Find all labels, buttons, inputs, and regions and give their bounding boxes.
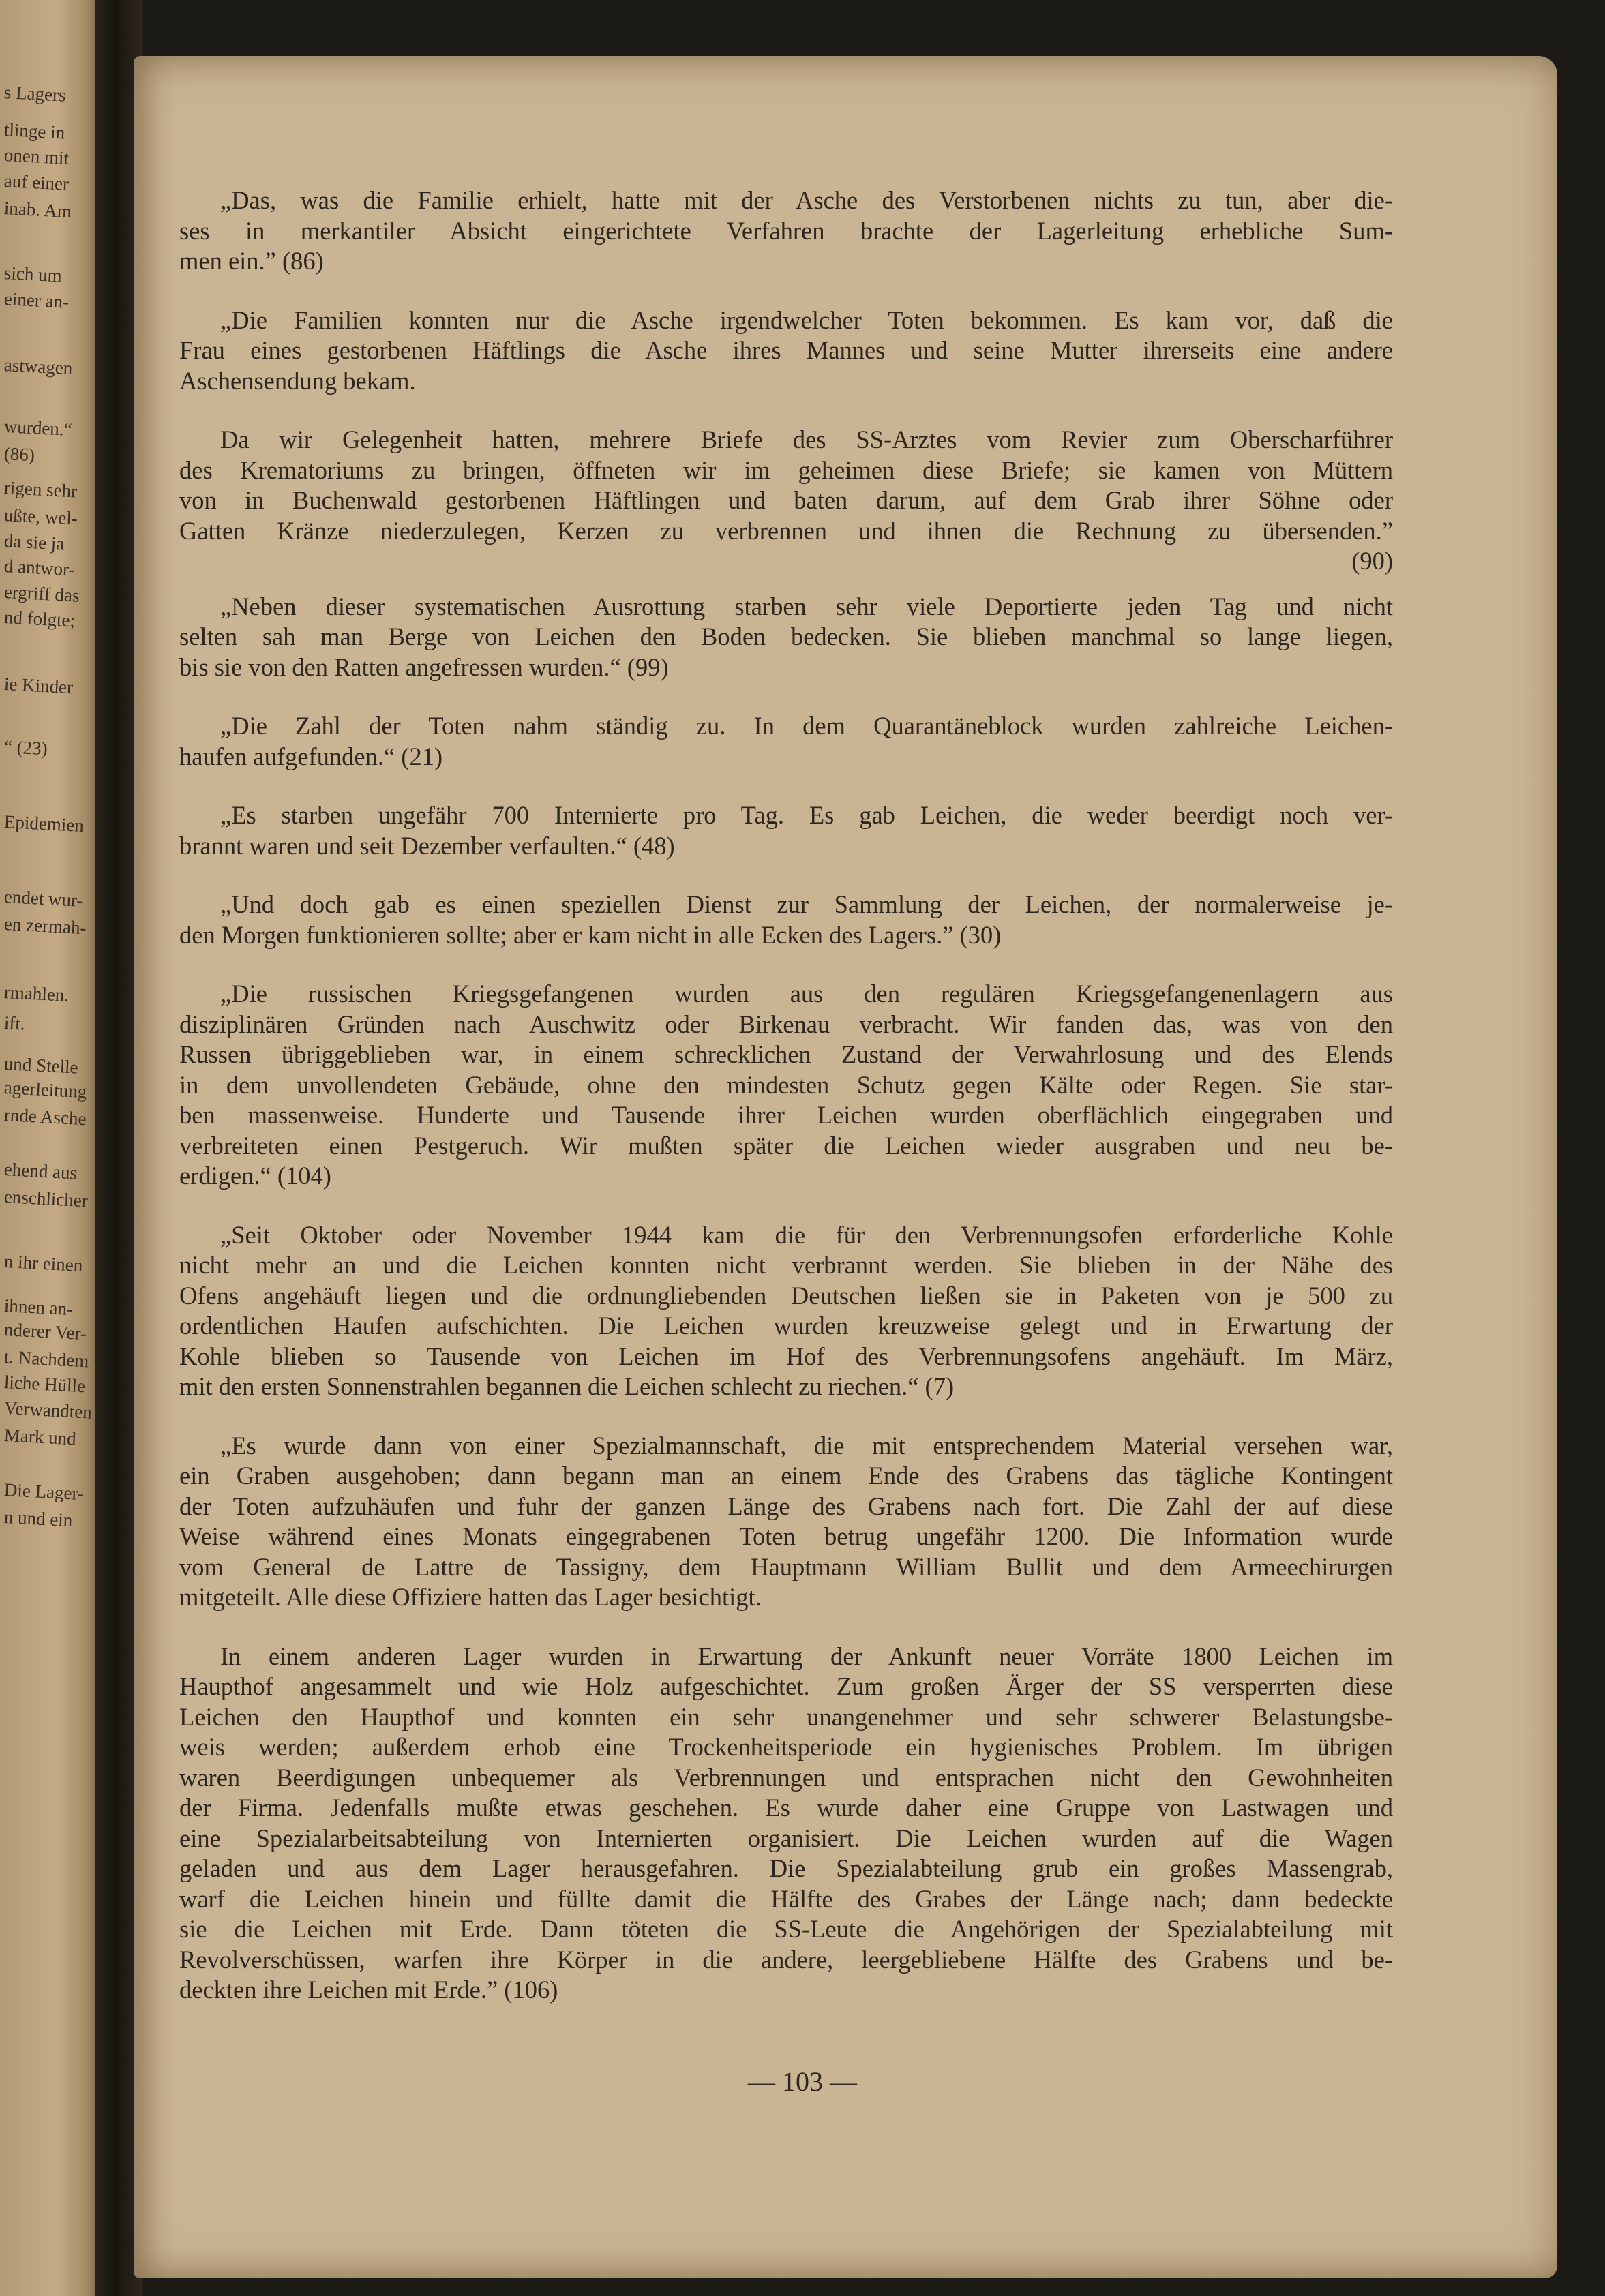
text-line: weis werden; außerdem erhob eine Trockenheitsperiode ein hygienisches Problem. Im übrigen [179,1733,1393,1761]
left-page-fragment: endet wur- [3,886,84,911]
text-line: „Neben dieser systematischen Ausrottung starben sehr viele Deportierte jeden Tag und nicht [220,592,1393,620]
text-line: geladen und aus dem Lager herausgefahren. Die Spezialabteilung grub ein großes Massengrab, [179,1854,1393,1882]
text-line: „Die Familien konnten nur die Asche irgendwelcher Toten bekommen. Es kam vor, daß die [220,305,1393,334]
left-page-fragment: Mark und [3,1425,77,1449]
paragraph [179,305,1393,397]
left-page-fragment: da sie ja [3,530,65,554]
left-page-fragment: ußte, wel- [3,504,78,529]
left-page-fragment: (86) [3,443,35,466]
text-line: (90) [1351,547,1393,575]
text-line: men ein.” (86) [179,247,324,275]
left-page-fragment: “ (23) [3,736,48,759]
text-line: „Seit Oktober oder November 1944 kam die für den Verbrennungsofen erforderliche Kohle [220,1220,1393,1249]
left-page-edge [0,0,102,2296]
text-line: warf die Leichen hinein und füllte damit die Hälfte des Grabes der Länge nach; dann bedeckte [179,1884,1393,1913]
paragraph [179,800,1393,861]
left-page-fragment: ehend aus [3,1159,78,1183]
text-line: selten sah man Berge von Leichen den Boden bedecken. Sie blieben manchmal so lange liegen, [179,622,1393,650]
text-line: ein Graben ausgehoben; dann begann man an einem Ende des Grabens das tägliche Kontingent [179,1462,1393,1490]
text-line: Aschensendung bekam. [179,366,416,395]
left-page-fragment: rnde Asche [3,1104,87,1130]
text-line: erdigen.“ (104) [179,1162,331,1190]
left-page-fragment: wurden.“ [3,416,73,440]
text-line: deckten ihre Leichen mit Erde.” (106) [179,1976,558,2004]
text-line: des Krematoriums zu bringen, öffneten wir im geheimen diese Briefe; sie kamen von Müttern [179,455,1393,484]
text-line: eine Spezialarbeitsabteilung von Internierten organisiert. Die Leichen wurden auf die Wagen [179,1824,1393,1852]
text-line: sie die Leichen mit Erde. Dann töteten die SS-Leute die Angehörigen der Spezialabteilung mit [179,1915,1393,1943]
text-line: von in Buchenwald gestorbenen Häftlingen und baten darum, auf dem Grab ihrer Söhne oder [179,486,1393,514]
text-line: verbreiteten einen Pestgeruch. Wir mußten später die Leichen wieder ausgraben und neu be- [179,1131,1393,1160]
text-line: mit den ersten Sonnenstrahlen begannen die Leichen schlecht zu riechen.“ (7) [179,1372,955,1400]
text-line: vom General de Lattre de Tassigny, dem Hauptmann William Bullit und dem Armeechirurgen [179,1552,1393,1581]
text-line: bis sie von den Ratten angefressen wurden.“ (99) [179,652,669,681]
text-line: Weise während eines Monats eingegrabenen Toten betrug ungefähr 1200. Die Information wurde [179,1522,1393,1550]
text-line: „Die Zahl der Toten nahm ständig zu. In dem Quarantäneblock wurden zahlreiche Leichen- [220,712,1393,740]
left-page-fragment: ergriff das [3,581,80,606]
text-line: ben massenweise. Hunderte und Tausende ihrer Leichen wurden oberflächlich eingegraben und [179,1101,1393,1129]
left-page-fragment: d antwor- [3,556,76,580]
left-page-fragment: ihnen an- [3,1295,74,1320]
paragraph [179,711,1393,772]
left-page-fragment: liche Hülle [3,1372,86,1397]
text-line: Frau eines gestorbenen Häftlings die Asche ihres Mannes und seine Mutter ihrerseits eine andere [179,336,1393,364]
paragraph [179,185,1393,277]
text-line: „Es wurde dann von einer Spezialmannschaft, die mit entsprechendem Material versehen war, [220,1431,1393,1460]
paragraph [179,425,1393,577]
left-page-fragment: Die Lager- [3,1479,85,1505]
text-line: „Das, was die Familie erhielt, hatte mit der Asche des Verstorbenen nichts zu tun, aber die- [220,186,1393,214]
page-body [179,185,1393,2034]
left-page-fragment: agerleitung [3,1077,88,1102]
text-line: waren Beerdigungen unbequemer als Verbrennungen und entsprachen nicht den Gewohnheiten [179,1763,1393,1792]
left-page-fragment: nd folgte; [3,607,76,631]
text-line: disziplinären Gründen nach Auschwitz oder Birkenau verbracht. Wir fanden das, was von den [179,1010,1393,1038]
text-line: den Morgen funktionieren sollte; aber er kam nicht in alle Ecken des Lagers.” (30) [179,920,1002,949]
left-page-fragment: rmahlen. [3,982,70,1006]
left-page-fragment: ift. [3,1012,26,1034]
left-page-fragment: rigen sehr [3,477,78,502]
paragraph [179,592,1393,683]
left-page-fragment: Verwandten [3,1398,93,1423]
paragraph [179,890,1393,950]
left-page-fragment: Epidemien [3,811,85,836]
left-page-fragment: n und ein [3,1507,74,1531]
left-page-fragment: astwagen [3,354,74,379]
text-line: „Und doch gab es einen speziellen Dienst zur Sammlung der Leichen, der normalerweise je- [220,890,1393,918]
left-page-fragment: tlinge in [3,119,65,143]
text-line: In einem anderen Lager wurden in Erwartung der Ankunft neuer Vorräte 1800 Leichen im [220,1642,1393,1670]
left-page-fragment: en zermah- [3,913,87,939]
text-line: brannt waren und seit Dezember verfaulten.“ (48) [179,831,675,860]
left-page-fragment: n ihr einen [3,1251,84,1276]
text-line: in dem unvollendeten Gebäude, ohne den mindesten Schutz gegen Kälte oder Regen. Sie star- [179,1070,1393,1099]
left-page-fragment: nderer Ver- [3,1319,87,1344]
text-line: Kohle blieben so Tausende von Leichen im Hof des Verbrennungsofens angehäuft. Im März, [179,1342,1393,1370]
text-line: Russen übriggeblieben war, in einem schrecklichen Zustand der Verwahrlosung und des Elends [179,1040,1393,1068]
text-line: Ofens angehäuft liegen und die ordnungliebenden Deutschen ließen sie in Paketen von je 500 zu [179,1281,1393,1310]
text-line: ses in merkantiler Absicht eingerichtete Verfahren brachte der Lagerleitung erhebliche Sum- [179,216,1393,245]
page-number: — 103 — [748,2066,857,2097]
left-page-fragment: sich um [3,262,63,286]
text-line: haufen aufgefunden.“ (21) [179,742,443,770]
paragraph [179,979,1393,1192]
paragraph [179,1642,1393,2006]
left-page-fragment: t. Nachdem [3,1346,90,1372]
left-page-fragment: s Lagers [3,82,67,106]
paragraph [179,1220,1393,1402]
left-page-fragment: auf einer [3,170,70,194]
text-line: Revolverschüssen, warfen ihre Körper in die andere, leergebliebene Hälfte des Grabens und be- [179,1945,1393,1974]
text-line: der Firma. Jedenfalls mußte etwas geschehen. Es wurde daher eine Gruppe von Lastwagen und [179,1794,1393,1822]
text-line: mitgeteilt. Alle diese Offiziere hatten das Lager besichtigt. [179,1583,762,1611]
left-page-fragment: inab. Am [3,198,72,222]
text-line: Haupthof angesammelt und wie Holz aufgeschichtet. Zum großen Ärger der SS versperrten diese [179,1672,1393,1700]
text-line: der Toten aufzuhäufen und fuhr der ganzen Länge des Grabens nach fort. Die Zahl der auf diese [179,1492,1393,1520]
text-line: nicht mehr an und die Leichen konnten nicht verbrannt werden. Sie blieben in der Nähe des [179,1251,1393,1279]
left-page-fragment: onen mit [3,145,70,168]
left-page-fragment: und Stelle [3,1053,79,1078]
text-line: Leichen den Haupthof und konnten ein sehr unangenehmer und sehr schwerer Belastungsbe- [179,1702,1393,1731]
paragraph [179,1431,1393,1613]
text-line: Da wir Gelegenheit hatten, mehrere Briefe des SS-Arztes vom Revier zum Oberscharführer [220,425,1393,453]
text-line: „Die russischen Kriegsgefangenen wurden aus den regulären Kriegsgefangenenlagern aus [220,980,1393,1008]
text-line: ordentlichen Haufen aufschichten. Die Leichen wurden kreuzweise gelegt und in Erwartung der [179,1312,1393,1340]
left-page-fragment: enschlicher [3,1186,89,1211]
left-page-fragment: ie Kinder [3,674,74,698]
text-line: „Es starben ungefähr 700 Internierte pro Tag. Es gab Leichen, die weder beerdigt noch ver- [220,801,1393,829]
left-page-fragment: einer an- [3,288,70,312]
text-line: Gatten Kränze niederzulegen, Kerzen zu verbrennen und ihnen die Rechnung zu übersenden.” [179,516,1393,545]
